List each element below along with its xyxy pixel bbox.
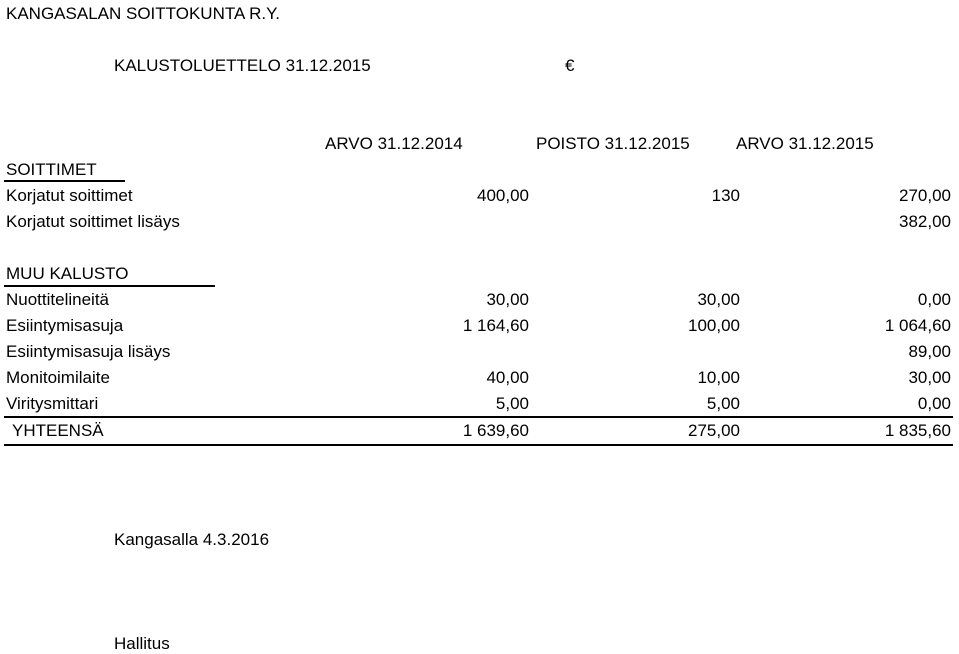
row-value-2015: 89,00 bbox=[908, 342, 951, 361]
column-header-value-2015: ARVO 31.12.2015 bbox=[736, 134, 874, 153]
total-bottom-rule bbox=[4, 444, 953, 446]
row-value-2015: 1 064,60 bbox=[884, 316, 951, 335]
column-header-depreciation-2015: POISTO 31.12.2015 bbox=[536, 134, 690, 153]
row-label: Korjatut soittimet lisäys bbox=[6, 212, 180, 231]
row-value-2014: 400,00 bbox=[477, 186, 529, 205]
row-label: Monitoimilaite bbox=[6, 368, 110, 387]
row-label: Nuottitelineitä bbox=[6, 290, 110, 309]
section-title-other-equipment: MUU KALUSTO bbox=[6, 264, 129, 283]
row-label: Viritysmittari bbox=[6, 394, 99, 413]
total-value-2015: 1 835,60 bbox=[884, 421, 951, 440]
total-top-rule bbox=[4, 416, 953, 418]
place-and-date: Kangasalla 4.3.2016 bbox=[114, 530, 270, 549]
row-value-2015: 270,00 bbox=[899, 186, 951, 205]
row-depreciation: 5,00 bbox=[706, 394, 740, 413]
document-title: KALUSTOLUETTELO 31.12.2015 bbox=[114, 56, 371, 75]
row-depreciation: 130 bbox=[711, 186, 740, 205]
row-value-2014: 40,00 bbox=[486, 368, 529, 387]
row-depreciation: 30,00 bbox=[697, 290, 740, 309]
signature: Hallitus bbox=[114, 634, 170, 653]
row-depreciation: 10,00 bbox=[697, 368, 740, 387]
row-value-2014: 1 164,60 bbox=[462, 316, 529, 335]
section-title-underline bbox=[4, 285, 215, 287]
row-value-2014: 5,00 bbox=[495, 394, 529, 413]
row-label: Esiintymisasuja lisäys bbox=[6, 342, 171, 361]
row-value-2014: 30,00 bbox=[486, 290, 529, 309]
row-value-2015: 0,00 bbox=[917, 394, 951, 413]
row-value-2015: 382,00 bbox=[899, 212, 951, 231]
column-header-value-2014: ARVO 31.12.2014 bbox=[325, 134, 463, 153]
row-value-2015: 0,00 bbox=[917, 290, 951, 309]
euro-currency-icon: € bbox=[565, 56, 575, 75]
organization-name: KANGASALAN SOITTOKUNTA R.Y. bbox=[6, 4, 280, 23]
total-value-2014: 1 639,60 bbox=[462, 421, 529, 440]
row-label: Esiintymisasuja bbox=[6, 316, 124, 335]
row-value-2015: 30,00 bbox=[908, 368, 951, 387]
total-label: YHTEENSÄ bbox=[12, 421, 104, 440]
section-title-underline bbox=[4, 180, 125, 182]
row-label: Korjatut soittimet bbox=[6, 186, 133, 205]
row-depreciation: 100,00 bbox=[688, 316, 740, 335]
total-depreciation: 275,00 bbox=[688, 421, 740, 440]
section-title-instruments: SOITTIMET bbox=[6, 160, 97, 179]
